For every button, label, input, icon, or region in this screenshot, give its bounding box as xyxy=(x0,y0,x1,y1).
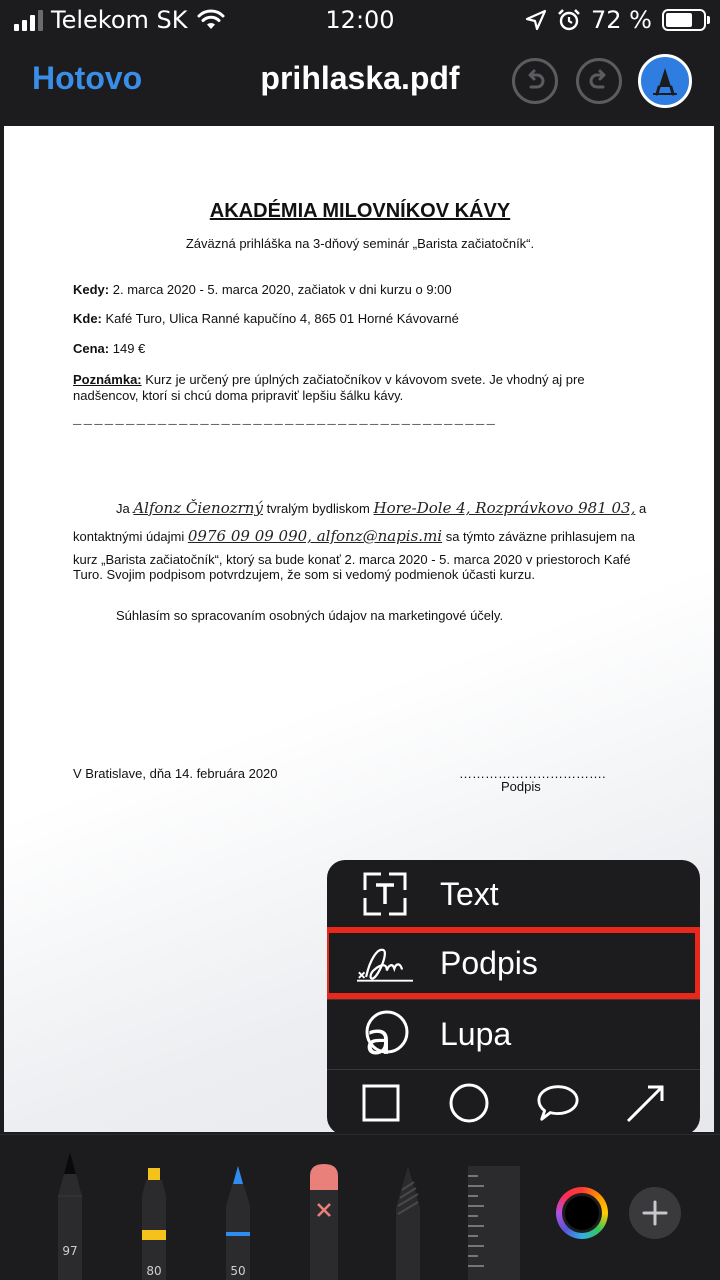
highlighter-icon xyxy=(134,1134,174,1280)
contact-details: 0976 09 09 090, alfonz@napis.mi xyxy=(187,527,443,545)
battery-percent: 72 % xyxy=(591,6,652,34)
when-value: 2. marca 2020 - 5. marca 2020, začiatok v dni kurzu o 9:00 xyxy=(109,282,452,297)
navigation-bar xyxy=(0,40,720,126)
redo-icon xyxy=(586,68,612,94)
redo-button[interactable] xyxy=(576,58,622,104)
signature-line: ……………………………. xyxy=(459,766,606,781)
text-box-icon xyxy=(357,866,413,922)
selected-color-swatch xyxy=(562,1193,602,1233)
where-line xyxy=(73,311,459,326)
note-value: Kurz je určený pre úplných začiatočníkov v kávovom svete. Je vhodný aj pre nadšencov, ktorí si chcú doma pripraviť lepšiu šálku kávy. xyxy=(73,372,585,403)
lasso-tool[interactable] xyxy=(388,1134,428,1280)
applicant-line xyxy=(73,499,653,517)
magnifier-icon xyxy=(357,1006,413,1062)
price-label: Cena: xyxy=(73,341,110,356)
status-bar xyxy=(0,0,720,40)
when-label: Kedy: xyxy=(73,282,110,297)
location-arrow-icon xyxy=(525,9,547,31)
pen-tool[interactable] xyxy=(50,1134,90,1280)
where-label: Kde: xyxy=(73,311,102,326)
ruler-icon xyxy=(468,1166,520,1280)
pencil-width-value: 50 xyxy=(230,1264,246,1278)
more-tools-button[interactable] xyxy=(629,1187,681,1239)
document-heading: AKADÉMIA MILOVNÍKOV KÁVY xyxy=(209,200,511,222)
menu-item-text[interactable] xyxy=(327,860,700,928)
when-line xyxy=(73,282,452,297)
price-line xyxy=(73,341,145,356)
pencil-tool[interactable] xyxy=(218,1134,258,1280)
confirm-line: Turo. Svojim podpisom potvrdzujem, že som si vedomý podmienok účasti kurzu. xyxy=(73,567,535,582)
battery-icon xyxy=(662,9,706,31)
consent-line: Súhlasím so spracovaním osobných údajov na marketingové účely. xyxy=(116,608,504,623)
arrow-icon[interactable] xyxy=(624,1081,668,1125)
carrier-name: Telekom SK xyxy=(51,6,188,34)
eraser-tool[interactable] xyxy=(304,1134,344,1280)
done-button[interactable]: Hotovo xyxy=(32,60,143,96)
plus-icon xyxy=(641,1199,669,1227)
eraser-icon xyxy=(304,1134,344,1280)
menu-item-signature-label: Podpis xyxy=(440,944,538,981)
markup-pen-icon xyxy=(649,65,681,97)
pen-icon xyxy=(50,1134,90,1280)
speech-bubble-icon[interactable] xyxy=(536,1081,580,1125)
markup-button[interactable] xyxy=(638,54,692,108)
applicant-prefix: Ja xyxy=(116,501,134,516)
price-value: 149 € xyxy=(109,341,146,356)
highlighter-width-value: 80 xyxy=(146,1264,162,1278)
undo-button[interactable] xyxy=(512,58,558,104)
alarm-clock-icon xyxy=(557,8,581,32)
highlighter-tool[interactable] xyxy=(134,1134,174,1280)
undo-icon xyxy=(522,68,548,94)
applicant-mid: tvralým bydliskom xyxy=(262,501,374,516)
ruler-tool[interactable] xyxy=(468,1166,520,1280)
place-date: V Bratislave, dňa 14. februára 2020 xyxy=(73,766,278,781)
tool-palette xyxy=(0,1134,720,1280)
divider-line: ________________________________________ xyxy=(73,412,498,428)
lasso-icon xyxy=(388,1134,428,1280)
menu-item-magnifier[interactable] xyxy=(327,1000,700,1068)
color-picker-button[interactable] xyxy=(556,1187,608,1239)
note-label: Poznámka: xyxy=(73,372,142,387)
applicant-suffix: a xyxy=(635,501,647,516)
svg-text:a: a xyxy=(365,1014,392,1058)
contact-prefix: kontaktnými údajmi xyxy=(73,529,188,544)
square-icon[interactable] xyxy=(359,1081,403,1125)
course-line: kurz „Barista začiatočník“, ktorý sa bude konať 2. marca 2020 - 5. marca 2020 v priestoroch Kafé xyxy=(73,552,631,567)
pen-width-value: 97 xyxy=(62,1244,78,1258)
contact-suffix: sa týmto záväzne prihlasujem na xyxy=(442,529,636,544)
applicant-address: Hore-Dole 4, Rozprávkovo 981 03, xyxy=(373,499,636,517)
markup-add-menu xyxy=(327,860,700,1135)
document-title: prihlaska.pdf xyxy=(260,60,460,96)
signature-label: Podpis xyxy=(501,779,541,794)
menu-item-text-label: Text xyxy=(440,875,499,912)
contact-line xyxy=(73,527,653,545)
menu-item-magnifier-label: Lupa xyxy=(440,1015,512,1052)
applicant-name: Alfonz Čienozrný xyxy=(133,499,263,517)
shape-row xyxy=(327,1070,700,1135)
document-subheading: Záväzná prihláška na 3-dňový seminár „Barista začiatočník“. xyxy=(185,236,535,251)
selection-highlight xyxy=(327,927,700,999)
clock: 12:00 xyxy=(325,6,395,34)
note-paragraph xyxy=(73,372,633,404)
pencil-icon xyxy=(218,1134,258,1280)
where-value: Kafé Turo, Ulica Ranné kapučíno 4, 865 01 Horné Kávovarné xyxy=(101,311,459,326)
circle-icon[interactable] xyxy=(447,1081,491,1125)
